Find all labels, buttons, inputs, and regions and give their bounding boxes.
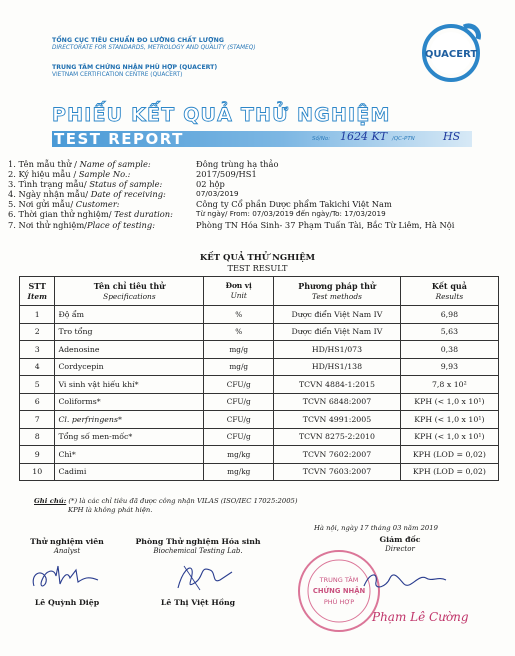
lab-head-name: Lê Thị Việt Hồng xyxy=(160,598,236,607)
director-title: Giám đốc xyxy=(379,535,421,544)
header-result: Kết quả Results xyxy=(400,277,498,306)
center-name-vn: TRUNG TÂM CHỨNG NHẬN PHÙ HỢP (QUACERT) xyxy=(52,64,218,71)
org-name-vn: TỔNG CỤC TIÊU CHUẨN ĐO LƯỜNG CHẤT LƯỢNG xyxy=(52,37,225,44)
svg-text:QUACERT: QUACERT xyxy=(424,49,478,60)
results-title-en: TEST RESULT xyxy=(227,263,288,273)
svg-text:CHỨNG NHẬN: CHỨNG NHẬN xyxy=(312,587,366,595)
table-row: 3 Adenosine mg/g HD/HS1/073 0,38 xyxy=(20,341,499,359)
report-number-value: 1624 KT xyxy=(340,130,388,143)
report-lab-code-label: /QC-PTN xyxy=(392,136,415,142)
report-lab-code-value: HS xyxy=(443,130,461,143)
report-number-label: Số/No: xyxy=(312,136,331,142)
footnote-line-2: KPH là không phát hiện. xyxy=(68,506,153,514)
center-name-en: VIETNAM CERTIFICATION CENTRE (QUACERT) xyxy=(52,72,183,78)
header-method: Phương pháp thử Test methods xyxy=(274,277,401,306)
table-row: 2 Tro tổng % Dược điển Việt Nam IV 5,63 xyxy=(20,323,499,341)
report-title-vn: PHIẾU KẾT QUẢ THỬ NGHIỆM xyxy=(52,104,391,126)
test-report-page: TỔNG CỤC TIÊU CHUẨN ĐO LƯỜNG CHẤT LƯỢNG DIRECTORATE FOR STANDARDS, METROLOGY AND QUALITY (STAMEQ) TRUNG TÂM CHỨNG NHẬN PHÙ HỢP (QUACERT) VIETNAM CERTIFICATION CENTRE (QUACERT) QUACERT PHIẾU KẾT QUẢ THỬ NGHIỆM TEST REPORT Số/No: 1624 KT /QC-PTN HS 1. Tên mẫu thử / Name of sample: Đông trùng hạ thảo 2. Ký hiệu mẫu / Sample No.: 2017/509/HS1 3. Tình trạng mẫu/ Status of sample: 02 hộp 4. Ngày nhận mẫu/ Date of receiving: 07/03/2019 5. Nơi gửi mẫu/ Customer: Công ty Cổ phần Dược phẩm Takichi Việt Nam 6. Thời gian thử nghiệm/ Test duration: Từ ngày/ From: 07/03/2019 đến ngày/To: 17/03/2019 7. Nơi thử nghiệm/Place of testing: Phòng TN Hóa Sinh- 37 Phạm Tuấn Tài, Bắc Từ Liêm, Hà Nội KẾT QUẢ THỬ NGHIỆM TEST RESULT STT Item Tên chỉ tiêu thử Specifications Đơn vị Unit Phương pháp thử Test methods Kết quả Results 1 Độ ẩm % Dược điển Việt Nam IV 6,98 2 Tro tổng % Dược điển Việt Nam IV 5,63 3 Adenosine mg/g HD/HS1/073 0,38 4 Cordycepin mg/g HD/HS1/138 9,93 5 Vi sinh vật hiếu khí* CFU/g TCVN 4884-1:2015 7,8 x 10² 6 Coliforms* CFU/g TCVN 6848:2007 KPH (< 1,0 x 10¹) 7 Cl. perfringens* CFU/g TCVN 4991:2005 KPH (< 1,0 x 10¹) 8 Tổng số men-mốc* CFU/g TCVN 8275-2:2010 KPH (< 1,0 x 10¹) 9 Chì* mg/kg TCVN 7602:2007 KPH (LOD = 0,02) 10 Cadimi mg/kg TCVN 7603:2007 KPH (LOD = 0,02) Ghi chú: (*) là các chỉ tiêu đã được công nhận VILAS (ISO/IEC 17025:2005) KPH là không phát hiện. Hà nội, ngày 17 tháng 03 năm 2019 Thử nghiệm viên Analyst Phòng Thử nghiệm Hóa sinh Biochemical Testing Lab. Giám đốc Director TRUNG TÂM CHỨNG NHẬN PHÙ HỢP Lê Quỳnh Diệp Lê Thị Việt Hồng Phạm Lê Cường xyxy=(0,0,515,656)
table-row: 7 Cl. perfringens* CFU/g TCVN 4991:2005 KPH (< 1,0 x 10¹) xyxy=(20,411,499,429)
svg-text:PHÙ HỢP: PHÙ HỢP xyxy=(323,598,355,606)
director-signature xyxy=(360,566,450,596)
director-name: Phạm Lê Cường xyxy=(372,610,469,624)
table-row: 10 Cadimi mg/kg TCVN 7603:2007 KPH (LOD = 0,02) xyxy=(20,463,499,481)
footnote xyxy=(34,497,298,515)
lab-signature xyxy=(170,560,240,594)
results-title-vn: KẾT QUẢ THỬ NGHIỆM xyxy=(199,253,316,263)
quacert-logo xyxy=(420,22,482,84)
table-row: 1 Độ ẩm % Dược điển Việt Nam IV 6,98 xyxy=(20,306,499,324)
header-item: STT Item xyxy=(20,277,55,306)
director-sub: Director xyxy=(385,545,415,553)
analyst-name: Lê Quỳnh Diệp xyxy=(34,598,100,607)
lab-sub: Biochemical Testing Lab. xyxy=(153,547,243,555)
table-row: 4 Cordycepin mg/g HD/HS1/138 9,93 xyxy=(20,358,499,376)
analyst-signature xyxy=(28,560,108,594)
analyst-sub: Analyst xyxy=(53,547,81,555)
footnote-line-1: (*) là các chỉ tiêu đã được công nhận VILAS (ISO/IEC 17025:2005) xyxy=(68,497,298,505)
svg-text:TRUNG TÂM: TRUNG TÂM xyxy=(319,576,359,584)
header-specification: Tên chỉ tiêu thử Specifications xyxy=(55,277,204,306)
footnote-label: Ghi chú: xyxy=(34,497,67,505)
org-name-en: DIRECTORATE FOR STANDARDS, METROLOGY AND QUALITY (STAMEQ) xyxy=(52,45,256,51)
analyst-title: Thử nghiệm viên xyxy=(30,537,104,546)
header-unit: Đơn vị Unit xyxy=(204,277,274,306)
report-title-en: TEST REPORT xyxy=(54,130,184,148)
table-header-row xyxy=(20,277,499,306)
table-row: 8 Tổng số men-mốc* CFU/g TCVN 8275-2:2010 KPH (< 1,0 x 10¹) xyxy=(20,428,499,446)
lab-title: Phòng Thử nghiệm Hóa sinh xyxy=(135,537,261,546)
results-table xyxy=(19,276,499,481)
table-row: 9 Chì* mg/kg TCVN 7602:2007 KPH (LOD = 0,02) xyxy=(20,446,499,464)
table-row: 5 Vi sinh vật hiếu khí* CFU/g TCVN 4884-1:2015 7,8 x 10² xyxy=(20,376,499,394)
place-date: Hà nội, ngày 17 tháng 03 năm 2019 xyxy=(314,524,438,532)
table-row: 6 Coliforms* CFU/g TCVN 6848:2007 KPH (< 1,0 x 10¹) xyxy=(20,393,499,411)
